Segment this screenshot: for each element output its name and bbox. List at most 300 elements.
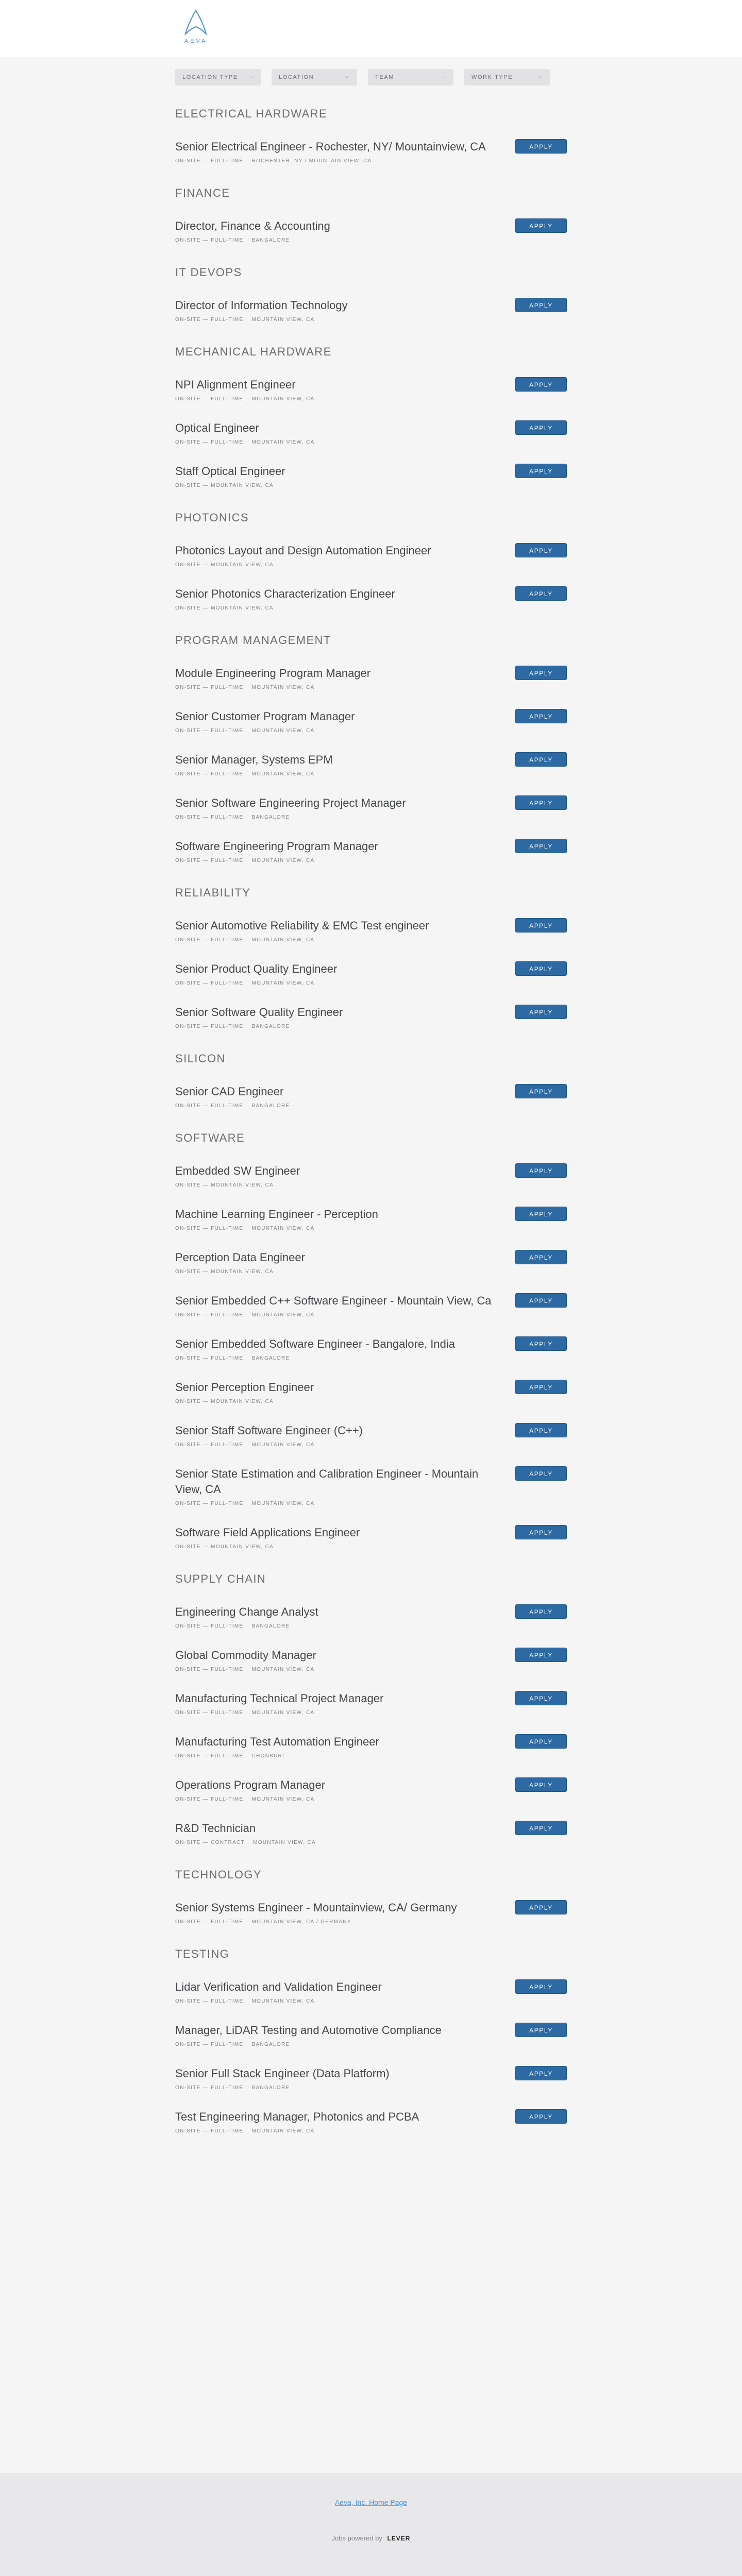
job-title-link[interactable]: Senior Embedded C++ Software Engineer - Mountain View, Ca bbox=[175, 1294, 492, 1307]
job-location: MOUNTAIN VIEW, CA bbox=[251, 937, 315, 943]
powered-by bbox=[0, 2534, 742, 2542]
job-posting bbox=[175, 1466, 567, 1507]
job-location: MOUNTAIN VIEW, CA bbox=[251, 1797, 315, 1802]
job-meta bbox=[175, 1544, 567, 1551]
job-commitment: FULL-TIME bbox=[211, 685, 244, 690]
logo-mark-icon bbox=[182, 8, 209, 37]
job-workplace: ON-SITE bbox=[175, 483, 201, 488]
job-meta bbox=[175, 1442, 567, 1449]
job-posting bbox=[175, 1293, 567, 1319]
apply-button[interactable]: APPLY bbox=[515, 1380, 567, 1394]
posting-group bbox=[175, 345, 567, 489]
job-title-link[interactable]: Machine Learning Engineer - Perception bbox=[175, 1208, 378, 1221]
apply-button[interactable]: APPLY bbox=[515, 1163, 567, 1178]
job-posting bbox=[175, 1380, 567, 1405]
meta-separator: — bbox=[200, 728, 211, 734]
apply-button[interactable]: APPLY bbox=[515, 1821, 567, 1835]
posting-group bbox=[175, 1868, 567, 1926]
posting-group bbox=[175, 634, 567, 865]
job-commitment: FULL-TIME bbox=[211, 439, 244, 445]
job-commitment: FULL-TIME bbox=[211, 1667, 244, 1672]
meta-separator: — bbox=[200, 1024, 211, 1029]
meta-separator: — bbox=[200, 2128, 211, 2134]
apply-button[interactable]: APPLY bbox=[515, 2023, 567, 2037]
job-meta bbox=[175, 980, 567, 987]
job-commitment: FULL-TIME bbox=[211, 937, 244, 943]
filter-bar bbox=[175, 69, 567, 86]
chevron-down-icon: ⌵ bbox=[537, 74, 543, 80]
job-location: MOUNTAIN VIEW, CA bbox=[251, 439, 315, 445]
job-workplace: ON-SITE bbox=[175, 396, 201, 402]
meta-separator: — bbox=[200, 1501, 211, 1506]
job-meta bbox=[175, 814, 567, 821]
apply-button[interactable]: APPLY bbox=[515, 1604, 567, 1619]
job-commitment: FULL-TIME bbox=[211, 238, 244, 243]
job-commitment: FULL-TIME bbox=[211, 858, 244, 863]
job-commitment: FULL-TIME bbox=[211, 980, 244, 986]
job-title-link[interactable]: Photonics Layout and Design Automation Engineer bbox=[175, 544, 431, 557]
apply-button[interactable]: APPLY bbox=[515, 1293, 567, 1308]
job-title-link[interactable]: Senior Software Engineering Project Manager bbox=[175, 796, 406, 809]
job-location: BANGALORE bbox=[251, 815, 290, 820]
job-posting bbox=[175, 1250, 567, 1276]
job-meta bbox=[175, 316, 567, 324]
job-title-link[interactable]: Senior Product Quality Engineer bbox=[175, 962, 338, 975]
posting-group bbox=[175, 266, 567, 324]
job-title-link[interactable]: Senior Photonics Characterization Engineer bbox=[175, 587, 395, 600]
meta-separator: — bbox=[200, 605, 211, 611]
meta-separator: — bbox=[200, 1442, 211, 1448]
meta-separator: — bbox=[200, 1269, 211, 1275]
job-title-link[interactable]: Perception Data Engineer bbox=[175, 1251, 305, 1264]
posting-group bbox=[175, 187, 567, 244]
meta-separator: — bbox=[200, 1399, 211, 1404]
job-meta bbox=[175, 937, 567, 944]
group-title: SUPPLY CHAIN bbox=[175, 1572, 266, 1585]
job-commitment: FULL-TIME bbox=[211, 1355, 244, 1361]
filter-work-type[interactable] bbox=[464, 69, 550, 86]
job-posting bbox=[175, 1821, 567, 1846]
job-posting bbox=[175, 1005, 567, 1030]
job-title-link[interactable]: Senior Embedded Software Engineer - Bangalore, India bbox=[175, 1337, 456, 1350]
job-title-link[interactable]: Senior Electrical Engineer - Rochester, NY/ Mountainview, CA bbox=[175, 140, 486, 153]
meta-separator: — bbox=[200, 2042, 211, 2047]
group-title: FINANCE bbox=[175, 187, 230, 199]
job-commitment: FULL-TIME bbox=[211, 771, 244, 777]
job-workplace: ON-SITE bbox=[175, 771, 201, 777]
job-workplace: ON-SITE bbox=[175, 1182, 201, 1188]
apply-button[interactable]: APPLY bbox=[515, 666, 567, 680]
job-title-link[interactable]: Director of Information Technology bbox=[175, 299, 348, 312]
group-title: RELIABILITY bbox=[175, 886, 251, 899]
filter-label: LOCATION bbox=[279, 74, 314, 80]
apply-button[interactable]: APPLY bbox=[515, 839, 567, 853]
apply-button[interactable]: APPLY bbox=[515, 1777, 567, 1792]
job-commitment: FULL-TIME bbox=[211, 1312, 244, 1318]
job-workplace: ON-SITE bbox=[175, 1623, 201, 1629]
job-posting bbox=[175, 709, 567, 735]
meta-separator: — bbox=[200, 1312, 211, 1318]
job-title-link[interactable]: Manufacturing Technical Project Manager bbox=[175, 1692, 384, 1705]
apply-button[interactable]: APPLY bbox=[515, 752, 567, 767]
job-posting bbox=[175, 1336, 567, 1362]
job-location: MOUNTAIN VIEW, CA bbox=[251, 396, 315, 402]
job-workplace: ON-SITE bbox=[175, 439, 201, 445]
job-meta bbox=[175, 727, 567, 735]
job-location: MOUNTAIN VIEW, CA bbox=[211, 1269, 274, 1275]
posting-group bbox=[175, 886, 567, 1030]
job-location: BANGALORE bbox=[251, 2042, 290, 2047]
powered-by-text: Jobs powered by bbox=[331, 2534, 382, 2542]
job-meta bbox=[175, 605, 567, 612]
job-location: ROCHESTER, NY / MOUNTAIN VIEW, CA bbox=[251, 158, 372, 164]
posting-group bbox=[175, 1131, 567, 1551]
job-posting bbox=[175, 1734, 567, 1760]
posting-group bbox=[175, 107, 567, 165]
logo-text: AEVA bbox=[184, 38, 208, 44]
job-commitment: FULL-TIME bbox=[211, 2042, 244, 2047]
job-title-link[interactable]: Senior Software Quality Engineer bbox=[175, 1006, 343, 1019]
job-commitment: FULL-TIME bbox=[211, 1501, 244, 1506]
meta-separator: — bbox=[200, 980, 211, 986]
chevron-down-icon: ⌵ bbox=[441, 74, 446, 80]
job-title-link[interactable]: Optical Engineer bbox=[175, 421, 259, 434]
job-meta bbox=[175, 1023, 567, 1030]
job-meta bbox=[175, 1709, 567, 1717]
job-posting bbox=[175, 839, 567, 865]
job-meta bbox=[175, 1268, 567, 1276]
apply-button[interactable]: APPLY bbox=[515, 464, 567, 478]
job-location: MOUNTAIN VIEW, CA bbox=[251, 1226, 315, 1231]
job-title-link[interactable]: Module Engineering Program Manager bbox=[175, 667, 371, 680]
apply-button[interactable]: APPLY bbox=[515, 1005, 567, 1019]
company-logo[interactable] bbox=[180, 8, 211, 45]
apply-button[interactable]: APPLY bbox=[515, 1084, 567, 1098]
meta-separator: — bbox=[200, 396, 211, 402]
apply-button[interactable]: APPLY bbox=[515, 1525, 567, 1539]
job-location: MOUNTAIN VIEW, CA bbox=[211, 562, 274, 568]
company-home-link[interactable]: Aeva, Inc. Home Page bbox=[334, 2498, 408, 2506]
job-title-link[interactable]: Software Field Applications Engineer bbox=[175, 1526, 360, 1539]
job-location: MOUNTAIN VIEW, CA bbox=[211, 1399, 274, 1404]
job-title-link[interactable]: Senior Systems Engineer - Mountainview, CA/ Germany bbox=[175, 1901, 457, 1914]
job-meta bbox=[175, 1500, 567, 1507]
job-meta bbox=[175, 396, 567, 403]
job-workplace: ON-SITE bbox=[175, 728, 201, 734]
job-workplace: ON-SITE bbox=[175, 1919, 201, 1925]
job-location: MOUNTAIN VIEW, CA bbox=[251, 1710, 315, 1716]
meta-separator: — bbox=[200, 1998, 211, 2004]
job-meta bbox=[175, 1998, 567, 2005]
job-meta bbox=[175, 1753, 567, 1760]
job-meta bbox=[175, 1182, 567, 1189]
meta-separator: — bbox=[200, 937, 211, 943]
job-posting bbox=[175, 586, 567, 612]
job-meta bbox=[175, 2041, 567, 2048]
job-title-link[interactable]: Manufacturing Test Automation Engineer bbox=[175, 1735, 379, 1748]
apply-button[interactable]: APPLY bbox=[515, 1900, 567, 1914]
apply-button[interactable]: APPLY bbox=[515, 1734, 567, 1749]
group-title: PHOTONICS bbox=[175, 511, 249, 524]
job-title-link[interactable]: Senior Manager, Systems EPM bbox=[175, 753, 333, 766]
job-commitment: FULL-TIME bbox=[211, 1919, 244, 1925]
job-posting bbox=[175, 795, 567, 821]
apply-button[interactable]: APPLY bbox=[515, 139, 567, 154]
job-title-link[interactable]: Director, Finance & Accounting bbox=[175, 219, 330, 232]
job-meta bbox=[175, 684, 567, 691]
meta-separator: — bbox=[200, 771, 211, 777]
job-meta bbox=[175, 1666, 567, 1673]
apply-button[interactable]: APPLY bbox=[515, 1250, 567, 1264]
job-workplace: ON-SITE bbox=[175, 937, 201, 943]
job-location: MOUNTAIN VIEW, CA bbox=[251, 858, 315, 863]
filter-label: TEAM bbox=[375, 74, 394, 80]
job-workplace: ON-SITE bbox=[175, 2085, 201, 2091]
apply-button[interactable]: APPLY bbox=[515, 420, 567, 435]
chevron-down-icon: ⌵ bbox=[345, 74, 350, 80]
job-commitment: FULL-TIME bbox=[211, 1226, 244, 1231]
group-title: SILICON bbox=[175, 1052, 226, 1065]
job-title-link[interactable]: Embedded SW Engineer bbox=[175, 1164, 300, 1177]
job-workplace: ON-SITE bbox=[175, 1226, 201, 1231]
apply-button[interactable]: APPLY bbox=[515, 1691, 567, 1705]
job-location: MOUNTAIN VIEW, CA bbox=[251, 317, 315, 323]
job-workplace: ON-SITE bbox=[175, 1753, 201, 1759]
job-posting bbox=[175, 1604, 567, 1630]
job-location: MOUNTAIN VIEW, CA bbox=[251, 2128, 315, 2134]
posting-group bbox=[175, 511, 567, 612]
job-commitment: FULL-TIME bbox=[211, 1623, 244, 1629]
meta-separator: — bbox=[200, 685, 211, 690]
apply-button[interactable]: APPLY bbox=[515, 377, 567, 392]
meta-separator: — bbox=[200, 1182, 211, 1188]
job-title-link[interactable]: Senior Automotive Reliability & EMC Test engineer bbox=[175, 919, 429, 932]
job-commitment: FULL-TIME bbox=[211, 1998, 244, 2004]
meta-separator: — bbox=[200, 439, 211, 445]
job-title-link[interactable]: Global Commodity Manager bbox=[175, 1649, 316, 1662]
group-title: SOFTWARE bbox=[175, 1131, 245, 1144]
apply-button[interactable]: APPLY bbox=[515, 1979, 567, 1994]
job-location: BANGALORE bbox=[251, 1024, 290, 1029]
job-posting bbox=[175, 464, 567, 489]
job-meta bbox=[175, 771, 567, 778]
job-workplace: ON-SITE bbox=[175, 1442, 201, 1448]
job-workplace: ON-SITE bbox=[175, 605, 201, 611]
apply-button[interactable]: APPLY bbox=[515, 586, 567, 601]
job-posting bbox=[175, 377, 567, 403]
job-posting bbox=[175, 666, 567, 691]
group-title: PROGRAM MANAGEMENT bbox=[175, 634, 331, 647]
job-location: BANGALORE bbox=[251, 1103, 290, 1109]
apply-button[interactable]: APPLY bbox=[515, 795, 567, 810]
job-workplace: ON-SITE bbox=[175, 317, 201, 323]
job-meta bbox=[175, 1919, 567, 1926]
posting-group bbox=[175, 1572, 567, 1846]
meta-separator: — bbox=[200, 1753, 211, 1759]
job-meta bbox=[175, 1103, 567, 1110]
job-posting bbox=[175, 961, 567, 987]
job-title-link[interactable]: Staff Optical Engineer bbox=[175, 465, 285, 478]
job-workplace: ON-SITE bbox=[175, 1840, 201, 1845]
job-posting bbox=[175, 2023, 567, 2048]
meta-separator: — bbox=[200, 158, 211, 164]
group-title: TESTING bbox=[175, 1947, 230, 1960]
meta-separator: — bbox=[200, 1710, 211, 1716]
apply-button[interactable]: APPLY bbox=[515, 1336, 567, 1351]
job-location: MOUNTAIN VIEW, CA bbox=[251, 1442, 315, 1448]
job-workplace: ON-SITE bbox=[175, 980, 201, 986]
lever-logo[interactable]: LEVER bbox=[387, 2535, 411, 2542]
job-meta bbox=[175, 482, 567, 489]
job-title-link[interactable]: Senior Perception Engineer bbox=[175, 1381, 314, 1394]
job-title-link[interactable]: Manager, LiDAR Testing and Automotive Compliance bbox=[175, 2024, 442, 2037]
job-workplace: ON-SITE bbox=[175, 1998, 201, 2004]
job-title-link[interactable]: R&D Technician bbox=[175, 1822, 256, 1835]
filter-location-type[interactable] bbox=[175, 69, 261, 86]
site-header bbox=[0, 0, 742, 57]
apply-button[interactable]: APPLY bbox=[515, 1648, 567, 1662]
job-commitment: FULL-TIME bbox=[211, 1753, 244, 1759]
job-title-link[interactable]: Senior Staff Software Engineer (C++) bbox=[175, 1424, 363, 1437]
job-location: MOUNTAIN VIEW, CA bbox=[211, 1544, 274, 1550]
job-meta bbox=[175, 562, 567, 569]
job-workplace: ON-SITE bbox=[175, 158, 201, 164]
meta-separator: — bbox=[200, 1919, 211, 1925]
job-meta bbox=[175, 2084, 567, 2092]
job-posting bbox=[175, 1084, 567, 1110]
meta-separator: — bbox=[200, 858, 211, 863]
job-workplace: ON-SITE bbox=[175, 1501, 201, 1506]
meta-separator: — bbox=[200, 562, 211, 568]
apply-button[interactable]: APPLY bbox=[515, 543, 567, 557]
job-location: MOUNTAIN VIEW, CA bbox=[251, 728, 315, 734]
job-posting bbox=[175, 1163, 567, 1189]
job-posting bbox=[175, 752, 567, 778]
job-meta bbox=[175, 857, 567, 865]
job-posting bbox=[175, 918, 567, 944]
job-meta bbox=[175, 2128, 567, 2135]
job-commitment: FULL-TIME bbox=[211, 728, 244, 734]
job-commitment: FULL-TIME bbox=[211, 1103, 244, 1109]
job-meta bbox=[175, 1623, 567, 1630]
job-title-link[interactable]: Senior Full Stack Engineer (Data Platform) bbox=[175, 2067, 390, 2080]
job-commitment: FULL-TIME bbox=[211, 1710, 244, 1716]
job-posting bbox=[175, 298, 567, 324]
job-commitment: FULL-TIME bbox=[211, 1797, 244, 1802]
job-location: MOUNTAIN VIEW, CA bbox=[211, 1182, 274, 1188]
job-commitment: FULL-TIME bbox=[211, 396, 244, 402]
job-commitment: FULL-TIME bbox=[211, 158, 244, 164]
posting-group bbox=[175, 1947, 567, 2135]
job-workplace: ON-SITE bbox=[175, 1544, 201, 1550]
job-title-link[interactable]: Senior CAD Engineer bbox=[175, 1085, 284, 1098]
job-location: MOUNTAIN VIEW, CA bbox=[251, 771, 315, 777]
job-location: MOUNTAIN VIEW, CA bbox=[251, 1998, 315, 2004]
chevron-down-icon: ⌵ bbox=[248, 74, 254, 80]
job-posting bbox=[175, 139, 567, 165]
job-meta bbox=[175, 237, 567, 244]
apply-button[interactable]: APPLY bbox=[515, 1207, 567, 1221]
job-posting bbox=[175, 1648, 567, 1673]
job-title-link[interactable]: Test Engineering Manager, Photonics and PCBA bbox=[175, 2110, 419, 2123]
job-meta bbox=[175, 158, 567, 165]
apply-button[interactable]: APPLY bbox=[515, 2066, 567, 2080]
apply-button[interactable]: APPLY bbox=[515, 218, 567, 233]
posting-group bbox=[175, 1052, 567, 1110]
job-title-link[interactable]: Senior Customer Program Manager bbox=[175, 710, 355, 723]
job-workplace: ON-SITE bbox=[175, 1355, 201, 1361]
meta-separator: — bbox=[200, 1797, 211, 1802]
meta-separator: — bbox=[200, 815, 211, 820]
job-workplace: ON-SITE bbox=[175, 1024, 201, 1029]
job-title-link[interactable]: Lidar Verification and Validation Engineer bbox=[175, 1980, 382, 1993]
job-meta bbox=[175, 1312, 567, 1319]
job-workplace: ON-SITE bbox=[175, 815, 201, 820]
job-workplace: ON-SITE bbox=[175, 2128, 201, 2134]
meta-separator: — bbox=[200, 2085, 211, 2091]
group-title: MECHANICAL HARDWARE bbox=[175, 345, 332, 358]
job-posting bbox=[175, 218, 567, 244]
apply-button[interactable]: APPLY bbox=[515, 918, 567, 933]
job-commitment: FULL-TIME bbox=[211, 815, 244, 820]
apply-button[interactable]: APPLY bbox=[515, 709, 567, 723]
job-title-link[interactable]: Software Engineering Program Manager bbox=[175, 840, 378, 853]
job-commitment: FULL-TIME bbox=[211, 317, 244, 323]
job-posting bbox=[175, 1777, 567, 1803]
job-meta bbox=[175, 1796, 567, 1803]
job-meta bbox=[175, 1398, 567, 1405]
job-workplace: ON-SITE bbox=[175, 1312, 201, 1318]
job-title-link[interactable]: NPI Alignment Engineer bbox=[175, 378, 296, 391]
job-posting bbox=[175, 1900, 567, 1926]
job-location: MOUNTAIN VIEW, CA bbox=[251, 1667, 315, 1672]
meta-separator: — bbox=[200, 1667, 211, 1672]
job-workplace: ON-SITE bbox=[175, 1710, 201, 1716]
job-location: MOUNTAIN VIEW, CA bbox=[253, 1840, 316, 1845]
job-commitment: FULL-TIME bbox=[211, 2128, 244, 2134]
job-location: BANGALORE bbox=[251, 1355, 290, 1361]
meta-separator: — bbox=[200, 238, 211, 243]
meta-separator: — bbox=[200, 1840, 211, 1845]
job-title-link[interactable]: Operations Program Manager bbox=[175, 1778, 326, 1791]
job-location: MOUNTAIN VIEW, CA bbox=[211, 605, 274, 611]
meta-separator: — bbox=[200, 1103, 211, 1109]
job-workplace: ON-SITE bbox=[175, 1399, 201, 1404]
job-workplace: ON-SITE bbox=[175, 858, 201, 863]
meta-separator: — bbox=[200, 1226, 211, 1231]
job-title-link[interactable]: Senior State Estimation and Calibration Engineer - Mountain View, CA bbox=[175, 1467, 479, 1496]
job-workplace: ON-SITE bbox=[175, 685, 201, 690]
filter-location[interactable] bbox=[272, 69, 357, 86]
filter-label: WORK TYPE bbox=[471, 74, 513, 80]
apply-button[interactable]: APPLY bbox=[515, 1466, 567, 1481]
meta-separator: — bbox=[200, 1355, 211, 1361]
apply-button[interactable]: APPLY bbox=[515, 1423, 567, 1437]
job-posting bbox=[175, 2109, 567, 2135]
group-title: IT DEVOPS bbox=[175, 266, 242, 279]
job-title-link[interactable]: Engineering Change Analyst bbox=[175, 1605, 318, 1618]
job-meta bbox=[175, 1225, 567, 1232]
apply-button[interactable]: APPLY bbox=[515, 961, 567, 976]
job-location: MOUNTAIN VIEW, CA bbox=[251, 685, 315, 690]
job-posting bbox=[175, 1979, 567, 2005]
job-location: MOUNTAIN VIEW, CA bbox=[251, 980, 315, 986]
job-posting bbox=[175, 1525, 567, 1551]
apply-button[interactable]: APPLY bbox=[515, 2109, 567, 2124]
filter-team[interactable] bbox=[368, 69, 453, 86]
job-meta bbox=[175, 1355, 567, 1362]
apply-button[interactable]: APPLY bbox=[515, 298, 567, 312]
